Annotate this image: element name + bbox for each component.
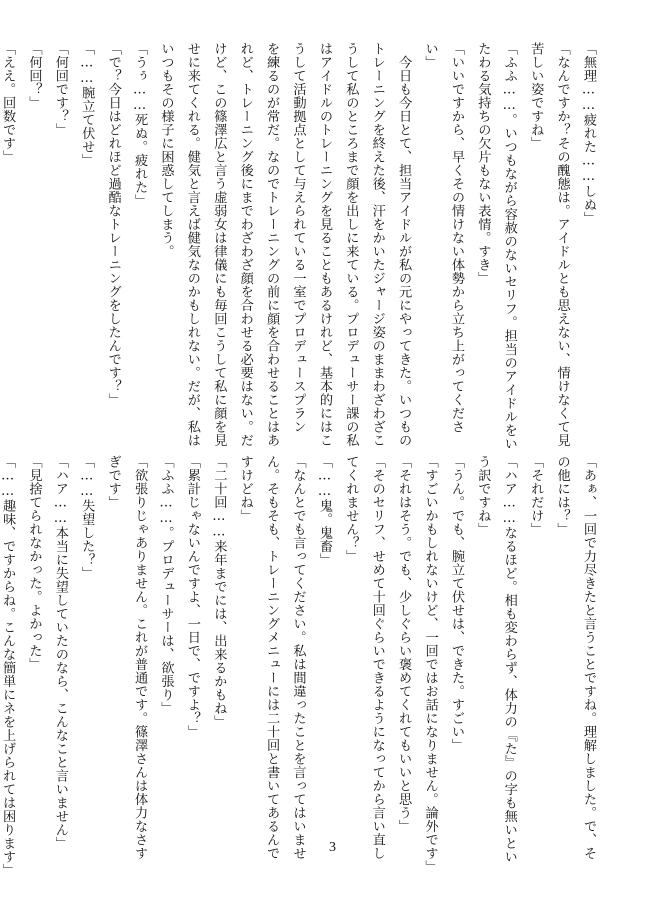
text-column: 「それだけ」 xyxy=(528,455,544,536)
text-column: 「なんとでも言ってください。私は間違ったことを言ってはいませ xyxy=(290,455,306,860)
text-column: うして活動拠点として与えられている一室でプロデュースプラン xyxy=(290,42,306,434)
text-column: 「何回？」 xyxy=(26,42,42,110)
text-column: せに来てくれる。健気と言えば健気なのかもしれない。だが、私は xyxy=(184,42,200,447)
text-column: てくれません？」 xyxy=(343,455,359,563)
text-column: を練るのが常だ。なのでトレーニングの前に顔を合わせることはあ xyxy=(264,42,280,447)
text-column: 「で？今日はどれほど過酷なトレーニングをしたんです？」 xyxy=(105,42,121,407)
text-column: れど、トレーニング後にまでわざわざ顔を合わせる必要はない。だ xyxy=(237,42,253,447)
text-column: 「何回です？」 xyxy=(52,42,68,137)
text-column: うして私のところまで顔を出しに来ている。プロデューサー課の私 xyxy=(343,42,359,447)
text-column: う訳ですね」 xyxy=(475,455,491,536)
text-column: トレーニングを終えた後、汗をかいたジャージ姿のままわざわざこ xyxy=(369,42,385,447)
text-column: 「累計じゃないんですよ、一日で、ですよ？」 xyxy=(184,455,200,739)
text-column: 「ええ。回数です」 xyxy=(0,42,16,164)
text-column: 「ふふ……。プロデューサーは、欲張り」 xyxy=(158,455,174,716)
text-column: い」 xyxy=(422,42,438,69)
text-column: 「すごいかもしれないけど、一回ではお話になりません。論外です」 xyxy=(422,455,438,874)
text-column: 「いいですから、早くその情けない体勢から立ち上がってくださ xyxy=(448,42,464,434)
text-column: けど、この篠澤広と言う虚弱女は律儀にも毎回こうして私に顔を見 xyxy=(211,42,227,447)
text-column: 「ふふ……。いつもながら容赦のないセリフ。担当のアイドルをい xyxy=(501,42,517,451)
text-column: 「ハア……本当に失望していたのなら、こんなこと言いません」 xyxy=(52,455,68,851)
text-column: 「うぅ……死ぬ。疲れた」 xyxy=(132,42,148,208)
text-column: たわる気持ちの欠片もない表情。すき」 xyxy=(475,42,491,285)
text-column: ん。そもそも、トレーニングメニューには二十回と書いてあるんで xyxy=(264,455,280,860)
text-column: 「……腕立て伏せ」 xyxy=(79,42,95,168)
lower-text-block xyxy=(0,455,601,878)
text-column: 「二十回……来年までには、出来るかもね」 xyxy=(211,455,227,729)
text-column: の他には？」 xyxy=(554,455,570,536)
text-column: 「ハア……なるほど。相も変わらず、体力の『た』の字も無いとい xyxy=(501,455,517,864)
text-column: いつもその様子に困惑してしまう。 xyxy=(158,42,174,258)
text-column: 今日も今日とて、担当アイドルが私の元にやってきた。いつもの xyxy=(396,42,412,447)
text-column: 「……鬼。鬼畜」 xyxy=(316,455,332,567)
text-column: 「……失望した？」 xyxy=(79,455,95,581)
text-column: 「あぁ、一回で力尽きたと言うことですね。理解しました。で、そ xyxy=(581,455,596,860)
text-column: すけどね」 xyxy=(237,455,253,523)
text-column: 「それはそう。でも、少しぐらい褒めてくれてもいいと思う」 xyxy=(396,455,412,833)
page-number: 3 xyxy=(329,840,336,855)
text-column: 「そのセリフ、せめて十回ぐらいできるようになってから言い直し xyxy=(369,455,385,860)
text-column: はアイドルのトレーニングを見ることもあるけれど、基本的にはこ xyxy=(316,42,332,447)
text-column: 「……趣味、ですからね。こんな簡単にネを上げられては困ります」 xyxy=(0,455,16,878)
text-column: 「見捨てられなかった。よかった」 xyxy=(26,455,42,671)
text-column: 苦しい姿ですね」 xyxy=(528,42,544,150)
text-column: 「うん。でも、腕立て伏せは、できた。すごい」 xyxy=(448,455,464,752)
text-column: 「なんですか？その醜態は。アイドルとも思えない、情けなくて見 xyxy=(554,42,570,447)
text-column: 「欲張りじゃありません。これが普通です。篠澤さんは体力なさす xyxy=(132,455,148,860)
text-column: ぎです」 xyxy=(105,455,121,509)
upper-text-block xyxy=(0,42,601,451)
text-column: 「無理……疲れた……しぬ」 xyxy=(581,42,596,225)
